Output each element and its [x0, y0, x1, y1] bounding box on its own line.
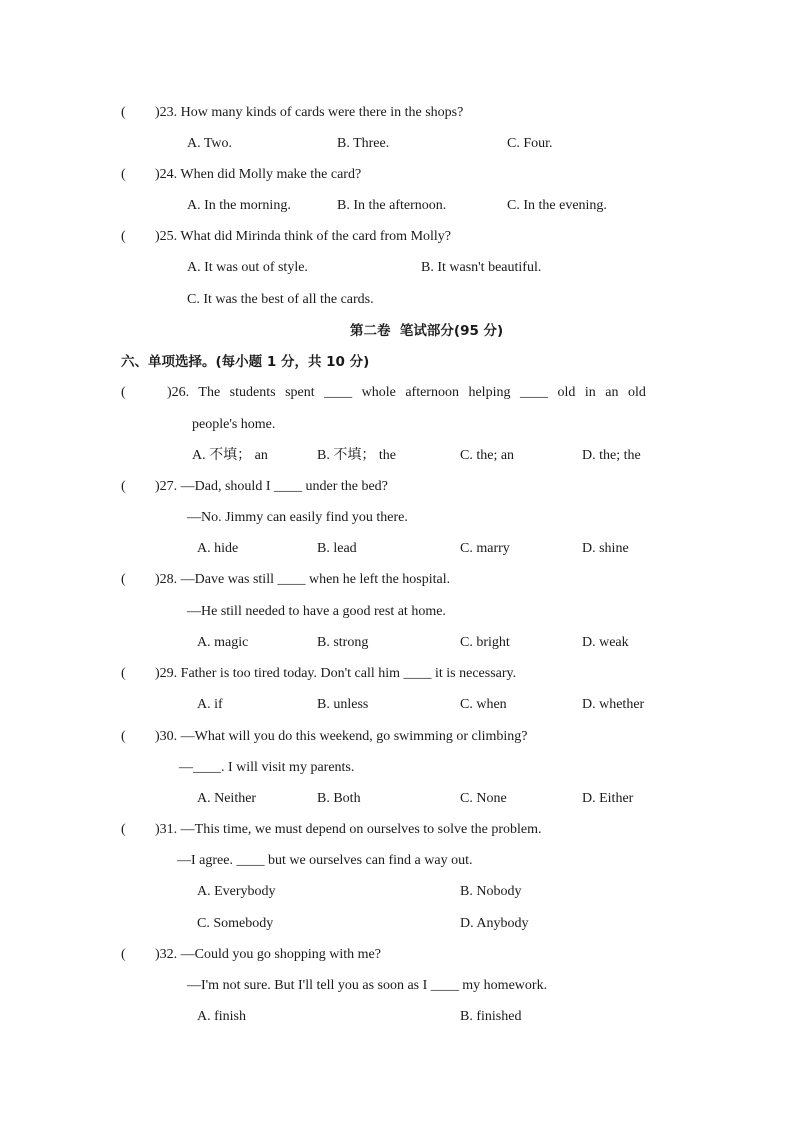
- q25-option-c: C. It was the best of all the cards.: [187, 292, 374, 307]
- q30-stem: )30. —What will you do this weekend, go swimming or climbing?: [155, 729, 528, 744]
- q26-option-a: A. 不填； an: [192, 448, 268, 463]
- q29-option-c: C. when: [460, 697, 507, 712]
- q27-option-a: A. hide: [197, 541, 239, 556]
- q28-option-a: A. magic: [197, 635, 249, 650]
- q29-option-d: D. whether: [582, 697, 645, 712]
- q31-reply: —I agree. ____ but we ourselves can find a way out.: [177, 853, 473, 868]
- q24-stem: )24. When did Molly make the card?: [155, 167, 362, 182]
- section6-title: 六、单项选择。(每小题 1 分，共 10 分): [121, 354, 370, 370]
- q32-reply: —I'm not sure. But I'll tell you as soon as I ____ my homework.: [187, 978, 548, 993]
- q23-stem: )23. How many kinds of cards were there in the shops?: [155, 105, 464, 120]
- q28-reply: —He still needed to have a good rest at home.: [187, 604, 446, 619]
- q32-paren: (: [121, 947, 126, 962]
- q26-option-b: B. 不填； the: [317, 448, 396, 463]
- q29-paren: (: [121, 666, 126, 681]
- q31-stem: )31. —This time, we must depend on ourselves to solve the problem.: [155, 822, 542, 837]
- q26-paren: (: [121, 385, 126, 400]
- part2-title: 第二卷 笔试部分(95 分): [350, 323, 504, 339]
- q29-option-b: B. unless: [317, 697, 369, 712]
- q30-reply: —____. I will visit my parents.: [179, 760, 355, 775]
- q29-option-a: A. if: [197, 697, 223, 712]
- q31-option-a: A. Everybody: [197, 884, 276, 899]
- q26-option-d: D. the; the: [582, 448, 641, 463]
- q25-paren: (: [121, 229, 126, 244]
- q28-paren: (: [121, 572, 126, 587]
- q24-option-b: B. In the afternoon.: [337, 198, 447, 213]
- q27-paren: (: [121, 479, 126, 494]
- q30-option-a: A. Neither: [197, 791, 257, 806]
- q24-paren: (: [121, 167, 126, 182]
- q28-stem: )28. —Dave was still ____ when he left the hospital.: [155, 572, 451, 587]
- q26-stem-continued: people's home.: [192, 417, 276, 432]
- q28-option-b: B. strong: [317, 635, 369, 650]
- q24-option-a: A. In the morning.: [187, 198, 291, 213]
- q26-option-c: C. the; an: [460, 448, 515, 463]
- q32-option-b: B. finished: [460, 1009, 522, 1024]
- q30-option-d: D. Either: [582, 791, 634, 806]
- q32-stem: )32. —Could you go shopping with me?: [155, 947, 381, 962]
- q23-paren: (: [121, 105, 126, 120]
- q30-option-c: C. None: [460, 791, 507, 806]
- q23-option-a: A. Two.: [187, 136, 233, 151]
- q23-option-b: B. Three.: [337, 136, 390, 151]
- q28-option-d: D. weak: [582, 635, 629, 650]
- q31-paren: (: [121, 822, 126, 837]
- q31-option-c: C. Somebody: [197, 916, 274, 931]
- q30-option-b: B. Both: [317, 791, 361, 806]
- q25-option-b: B. It wasn't beautiful.: [421, 260, 542, 275]
- q24-option-c: C. In the evening.: [507, 198, 607, 213]
- q27-stem: )27. —Dad, should I ____ under the bed?: [155, 479, 388, 494]
- q31-option-b: B. Nobody: [460, 884, 522, 899]
- q32-option-a: A. finish: [197, 1009, 246, 1024]
- q25-option-a: A. It was out of style.: [187, 260, 308, 275]
- q27-option-c: C. marry: [460, 541, 510, 556]
- q23-option-c: C. Four.: [507, 136, 553, 151]
- q25-stem: )25. What did Mirinda think of the card from Molly?: [155, 229, 452, 244]
- q30-paren: (: [121, 729, 126, 744]
- q31-option-d: D. Anybody: [460, 916, 529, 931]
- q27-option-b: B. lead: [317, 541, 357, 556]
- q27-option-d: D. shine: [582, 541, 629, 556]
- q26-stem: )26. The students spent ____ whole afternoon helping ____ old in an old: [167, 385, 646, 400]
- q28-option-c: C. bright: [460, 635, 510, 650]
- q27-reply: —No. Jimmy can easily find you there.: [187, 510, 408, 525]
- q29-stem: )29. Father is too tired today. Don't call him ____ it is necessary.: [155, 666, 517, 681]
